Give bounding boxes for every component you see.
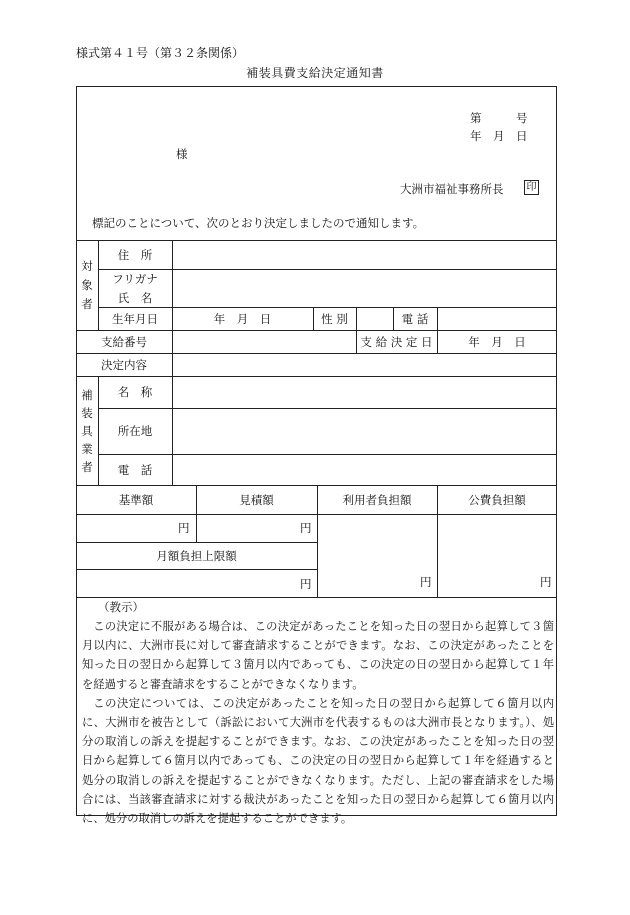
estimate-yen-unit: 円	[300, 521, 312, 535]
public-burden-label: 公費負担額	[468, 492, 526, 507]
document-date-label: 年 月 日	[470, 129, 528, 143]
addressee-suffix: 様	[176, 147, 188, 161]
form-number-label: 様式第４１号（第３２条関係）	[76, 46, 245, 60]
rule-sex-right	[356, 307, 357, 330]
decision-content-label: 決定内容	[101, 357, 147, 372]
vendor-phone-label: 電 話	[117, 462, 153, 477]
subject-group-label: 対 象 者	[81, 258, 93, 311]
issuer-name: 大洲市福祉事務所長	[400, 182, 504, 196]
base-yen-unit: 円	[178, 521, 190, 535]
sex-label: 性 別	[321, 311, 348, 326]
rule-vendor-label-divider	[172, 376, 173, 485]
vendor-name-label: 名 称	[117, 385, 153, 399]
seal-mark: 印	[524, 180, 539, 195]
estimate-amount-label: 見積額	[239, 492, 274, 507]
instruction-body	[82, 617, 554, 828]
birthdate-value: 年 月 日	[213, 311, 272, 326]
intro-sentence: 標記のことについて、次のとおり決定しましたので通知します。	[92, 216, 425, 230]
phone-label: 電 話	[401, 311, 429, 326]
user-burden-yen-unit: 円	[420, 575, 432, 589]
decision-date-value: 年 月 日	[468, 334, 526, 349]
document-title: 補装具費支給決定通知書	[246, 66, 384, 80]
address-label: 住 所	[117, 247, 153, 262]
rule-limit-label-bottom	[76, 569, 317, 570]
rule-phone-right	[437, 307, 438, 330]
name-label: 氏 名	[117, 290, 153, 305]
vendor-group-label: 補 装 具 業 者	[81, 387, 93, 474]
birthdate-label: 生年月日	[112, 311, 158, 326]
instruction-heading: （教示）	[98, 600, 144, 614]
public-burden-yen-unit: 円	[540, 575, 552, 589]
base-amount-label: 基準額	[118, 492, 154, 507]
rule-amount-bottom	[76, 597, 557, 598]
monthly-limit-yen-unit: 円	[300, 577, 312, 591]
instruction-paragraph-2: この決定については、この決定があったことを知った日の翌日から起算して６箇月以内に、大洲市を被告として（訴訟において大洲市を代表するものは大洲市長となります。）、処分の取消しの訴えを提起することができます。なお、この決定があったことを知った日の翌日から起算して６箇月以内であっても、この決定の日の翌日から起算して１年を経過すると処分の取消しの訴えを提起することができなくなります。ただし、上記の審査請求をした場合には、当該審査請求に対する裁決があったことを知った日の翌日から起算して６箇月以内に、処分の取消しの訴えを提起することができます。	[82, 696, 554, 826]
monthly-limit-label: 月額負担上限額	[156, 548, 237, 563]
vendor-location-label: 所在地	[117, 424, 153, 438]
furigana-label: フリガナ	[112, 272, 158, 286]
user-burden-label: 利用者負担額	[342, 492, 412, 507]
payment-number-label: 支給番号	[101, 334, 147, 349]
instruction-paragraph-1: この決定に不服がある場合は、この決定があったことを知った日の翌日から起算して３箇月以内に、大洲市長に対して審査請求することができます。なお、この決定があったことを知った日の翌日から起算して３箇月以内であっても、この決定の日の翌日から起算して１年を経過すると審査請求をすることができなくなります。	[82, 620, 554, 691]
document-number-label: 第 号	[470, 111, 528, 125]
decision-date-label: 支 給 決 定 日	[360, 334, 433, 349]
